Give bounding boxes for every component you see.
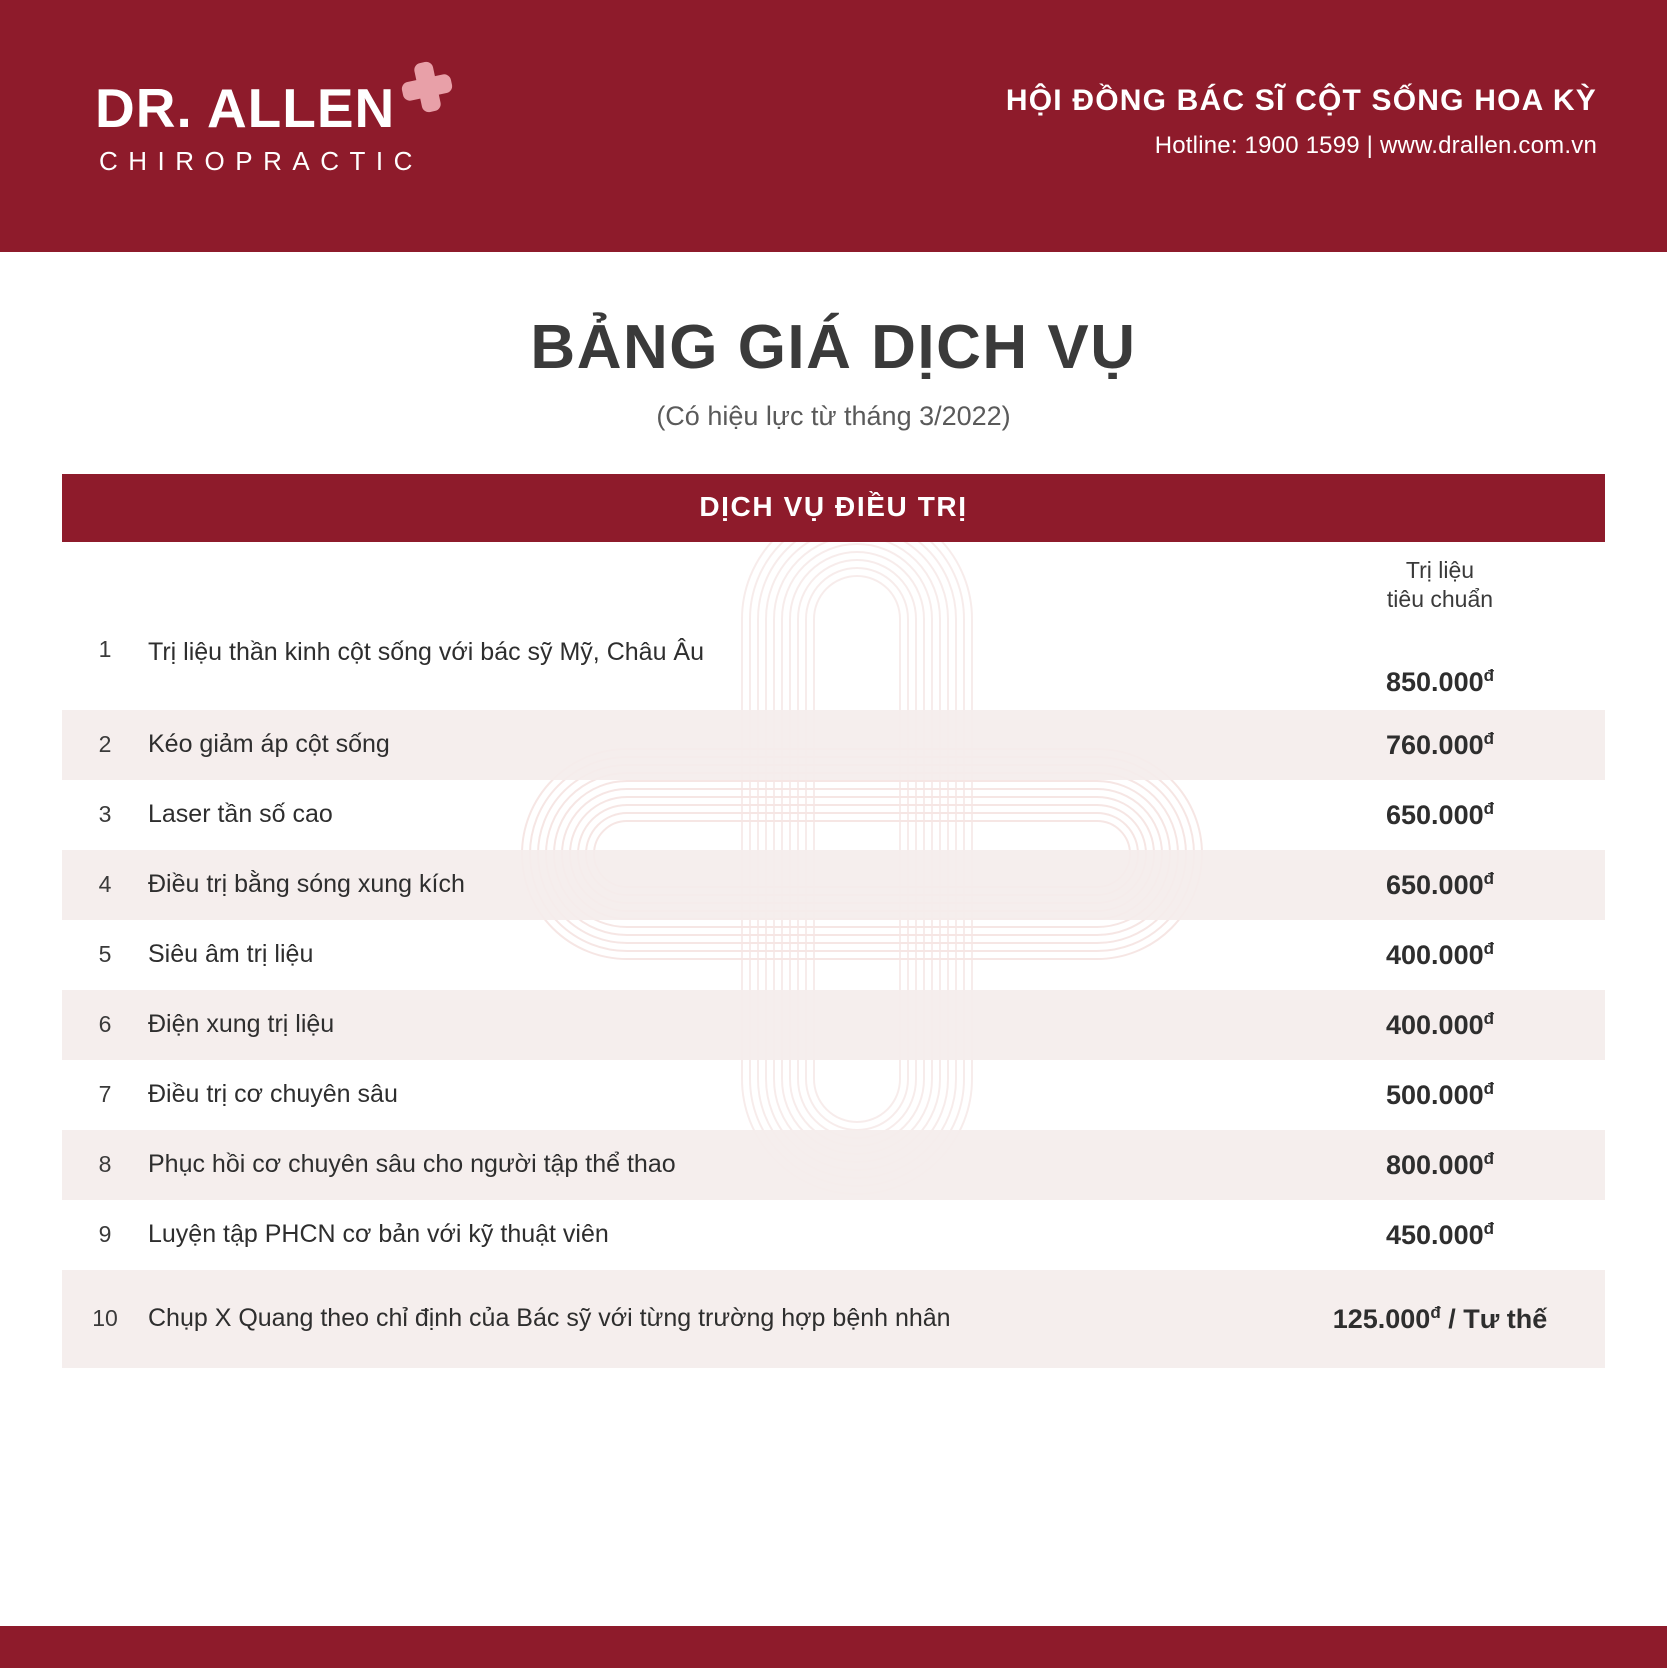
row-index: 2 (98, 731, 112, 757)
page-subtitle: (Có hiệu lực từ tháng 3/2022) (656, 401, 1011, 431)
price-column-header-line2: tiêu chuẩn (1386, 585, 1494, 612)
table-row (62, 1200, 1605, 1270)
page-title: BẢNG GIÁ DỊCH VỤ (530, 313, 1137, 382)
table-row (62, 614, 1605, 710)
row-index: 8 (98, 1151, 112, 1177)
currency-unit: đ (1483, 665, 1494, 685)
row-service-name: Điện xung trị liệu (148, 1010, 335, 1039)
header-org-info (1006, 84, 1597, 168)
row-price-value: 125.000 (1332, 1303, 1431, 1334)
currency-unit: đ (1430, 1302, 1441, 1322)
row-index: 3 (98, 801, 112, 827)
page-header (0, 0, 1667, 252)
row-index: 4 (98, 871, 112, 897)
row-price (1275, 1149, 1605, 1181)
row-service-name: Điều trị bằng sóng xung kích (148, 870, 465, 899)
row-price (1275, 614, 1605, 698)
column-header-row (62, 542, 1605, 614)
currency-unit: đ (1483, 1148, 1494, 1168)
page-footer-bar (0, 1626, 1667, 1668)
currency-unit: đ (1483, 938, 1494, 958)
row-price-value: 500.000 (1386, 1079, 1484, 1110)
price-column-header (1275, 542, 1605, 614)
row-service-name: Siêu âm trị liệu (148, 940, 314, 969)
row-index: 7 (98, 1081, 112, 1107)
row-price (1275, 729, 1605, 761)
row-service-name: Chụp X Quang theo chỉ định của Bác sỹ với từng trường hợp bệnh nhân (148, 1304, 951, 1333)
brand-name: DR. ALLEN (95, 77, 396, 139)
currency-unit: đ (1483, 1218, 1494, 1238)
currency-unit: đ (1483, 728, 1494, 748)
table-row (62, 1270, 1605, 1368)
row-price-value: 760.000 (1386, 729, 1484, 760)
brand-logo-top (95, 77, 455, 139)
table-row (62, 920, 1605, 990)
row-index: 10 (92, 1305, 118, 1331)
currency-unit: đ (1483, 868, 1494, 888)
row-price-value: 650.000 (1386, 799, 1484, 830)
row-price (1275, 939, 1605, 971)
row-price-value: 450.000 (1386, 1219, 1484, 1250)
price-table (62, 474, 1605, 1368)
table-row (62, 1060, 1605, 1130)
table-rows (62, 614, 1605, 1368)
row-service-name: Laser tần số cao (148, 800, 333, 829)
org-title: HỘI ĐỒNG BÁC SĨ CỘT SỐNG HOA KỲ (1005, 84, 1597, 117)
row-price (1275, 1009, 1605, 1041)
row-price (1275, 1303, 1605, 1335)
table-row (62, 850, 1605, 920)
row-price (1275, 1079, 1605, 1111)
currency-unit: đ (1483, 1008, 1494, 1028)
row-service-name: Kéo giảm áp cột sống (148, 730, 390, 759)
brand-logo (95, 75, 455, 177)
table-row (62, 1130, 1605, 1200)
row-service-name: Luyện tập PHCN cơ bản với kỹ thuật viên (148, 1220, 609, 1249)
row-service-name: Trị liệu thần kinh cột sống với bác sỹ Mỹ, Châu Âu (148, 637, 704, 666)
row-price-value: 650.000 (1386, 869, 1484, 900)
table-row (62, 780, 1605, 850)
currency-unit: đ (1483, 798, 1494, 818)
row-service-name: Phục hồi cơ chuyên sâu cho người tập thể thao (148, 1150, 676, 1179)
row-price-suffix: / Tư thế (1440, 1303, 1548, 1334)
row-price (1275, 799, 1605, 831)
row-price (1275, 1219, 1605, 1251)
row-price (1275, 869, 1605, 901)
brand-subtitle: CHIROPRACTIC (99, 146, 423, 176)
row-service-name: Điều trị cơ chuyên sâu (148, 1080, 398, 1109)
row-index: 9 (98, 1221, 112, 1247)
title-block (0, 252, 1667, 432)
row-price-value: 800.000 (1386, 1149, 1484, 1180)
currency-unit: đ (1483, 1078, 1494, 1098)
contact-line: Hotline: 1900 1599 | www.drallen.com.vn (1154, 132, 1597, 159)
row-price-value: 850.000 (1386, 666, 1484, 697)
table-row (62, 990, 1605, 1060)
row-index: 1 (98, 635, 112, 662)
medical-cross-icon (399, 59, 455, 115)
table-row (62, 710, 1605, 780)
row-price-value: 400.000 (1386, 1009, 1484, 1040)
row-index: 6 (98, 1011, 112, 1037)
row-price-value: 400.000 (1386, 939, 1484, 970)
row-index: 5 (98, 941, 112, 967)
price-column-header-line1: Trị liệu (1405, 557, 1475, 583)
section-header: DỊCH VỤ ĐIỀU TRỊ (62, 474, 1605, 542)
